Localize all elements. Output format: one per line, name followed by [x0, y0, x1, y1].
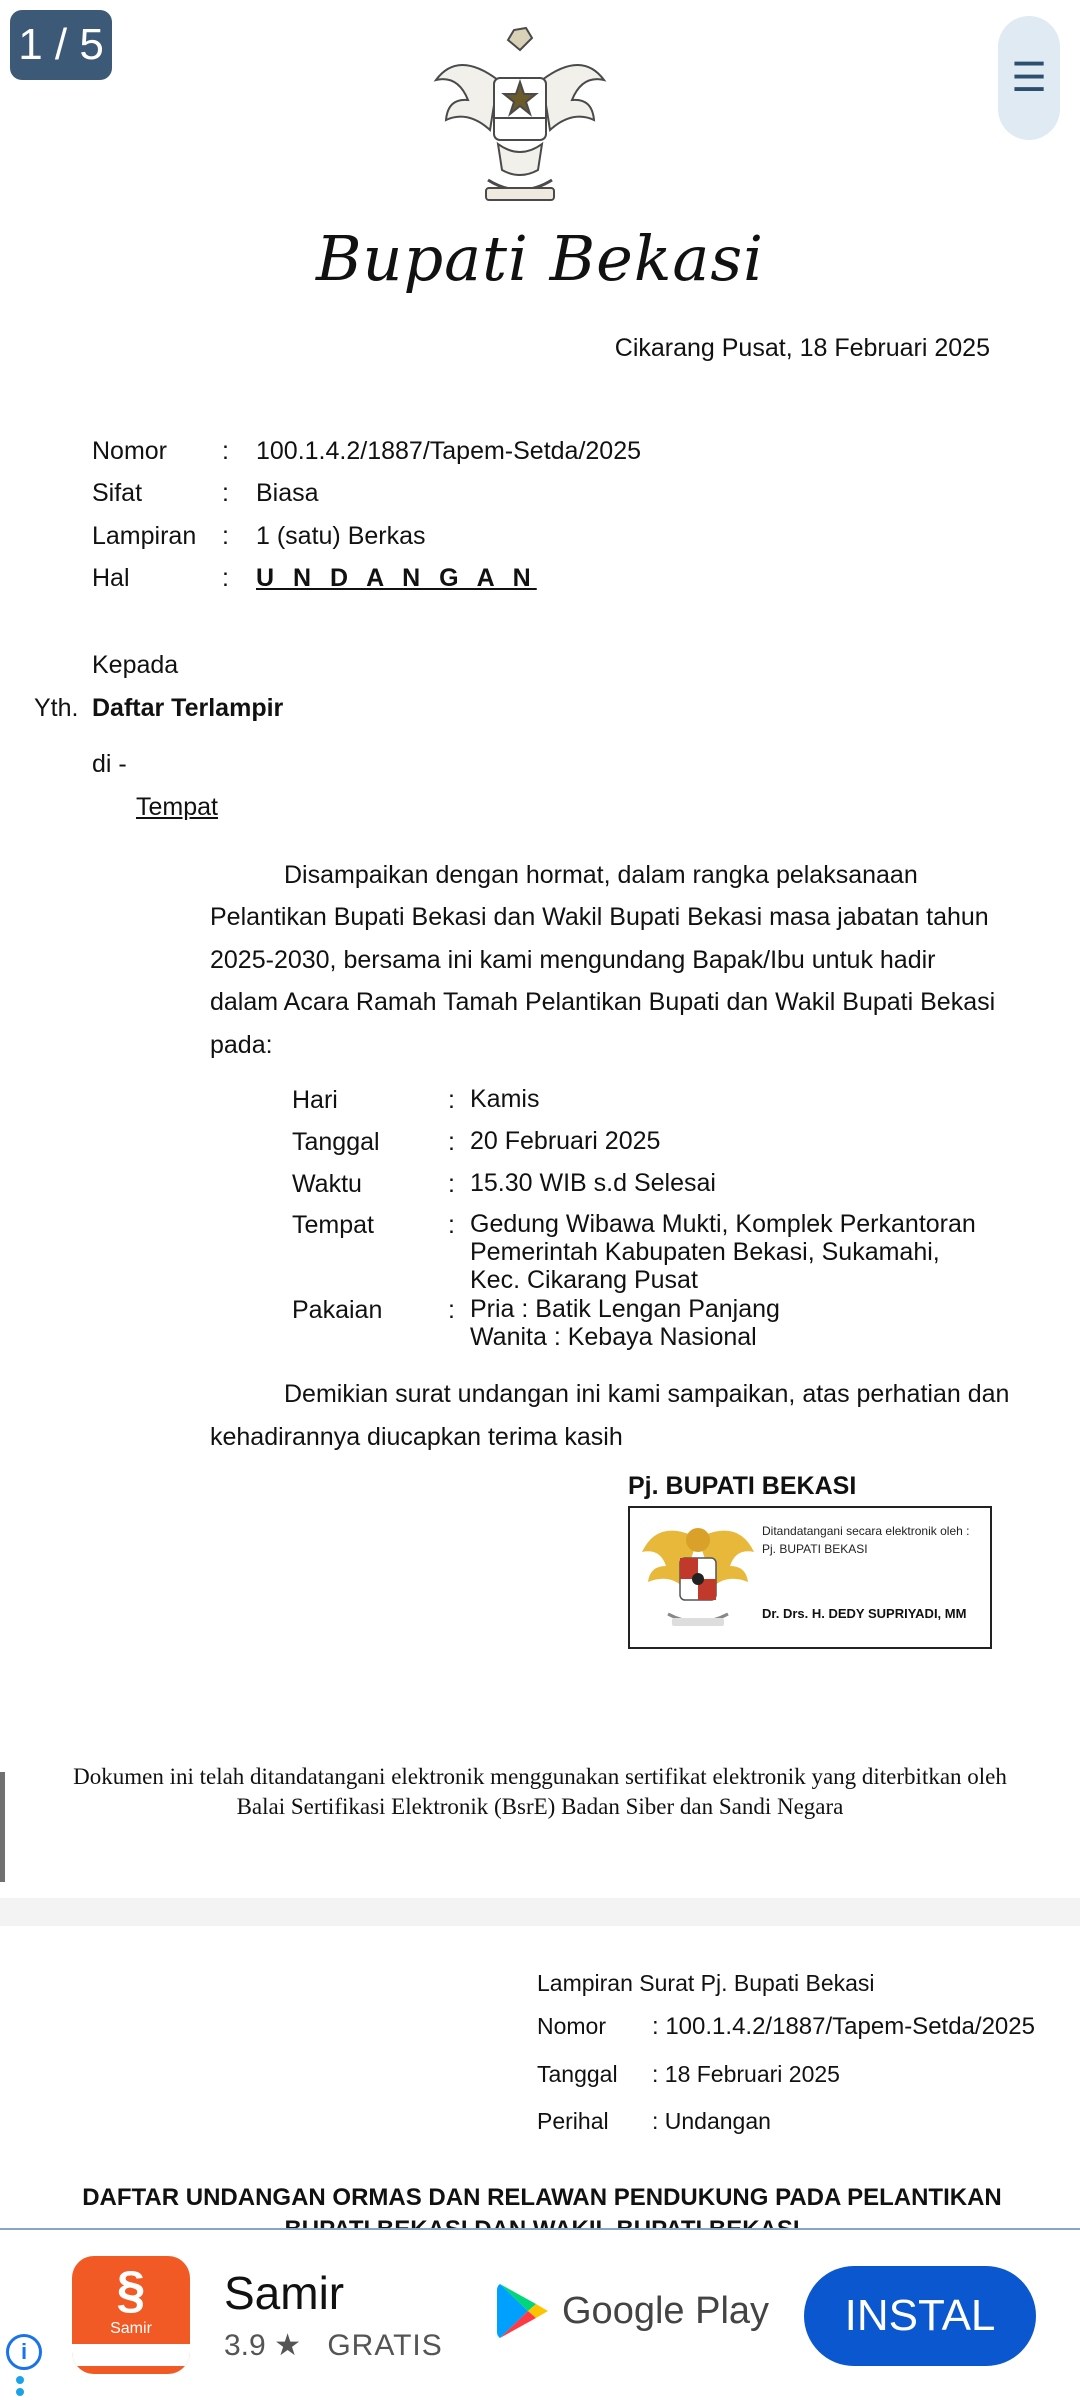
detail-colon: :	[448, 1296, 455, 1324]
detail-value: 20 Februari 2025	[470, 1127, 661, 1155]
detail-colon: :	[448, 1086, 455, 1114]
attachment-label: Tanggal	[537, 2061, 618, 2087]
app-icon-label: Samir	[110, 2320, 152, 2337]
google-play-icon	[496, 2282, 550, 2340]
attachment-label: Nomor	[537, 2013, 607, 2039]
footer-line: Dokumen ini telah ditandatangani elektronik menggunakan sertifikat elektronik yang diterbitkan oleh	[73, 1764, 1007, 1789]
store-name: Google Play	[562, 2289, 770, 2332]
body-line: 2025-2030, bersama ini kami mengundang Bapak/Ibu untuk hadir	[210, 946, 936, 974]
garuda-emblem-icon	[638, 1518, 758, 1636]
detail-value: Wanita : Kebaya Nasional	[470, 1323, 757, 1351]
google-play-badge[interactable]	[496, 2282, 769, 2340]
app-icon[interactable]	[72, 2256, 190, 2374]
garuda-emblem-icon	[428, 20, 612, 210]
recipient-yth: Yth.	[34, 694, 79, 722]
meta-label: Nomor	[92, 437, 168, 465]
footer-line: Balai Sertifikasi Elektronik (BsrE) Badan Siber dan Sandi Negara	[236, 1794, 844, 1819]
detail-colon: :	[448, 1211, 455, 1239]
meta-colon: :	[222, 522, 229, 550]
ad-banner[interactable]	[0, 2228, 1080, 2400]
body-line: pada:	[210, 1031, 273, 1059]
signer-name: Dr. Drs. H. DEDY SUPRIYADI, MM	[762, 1606, 967, 1621]
detail-value: Kec. Cikarang Pusat	[470, 1266, 698, 1294]
rating-value: 3.9	[224, 2329, 266, 2362]
attachment-heading: Lampiran Surat Pj. Bupati Bekasi	[537, 1970, 875, 1996]
recipient-name: Daftar Terlampir	[92, 694, 284, 722]
attachment-title-line: DAFTAR UNDANGAN ORMAS DAN RELAWAN PENDUKUNG PADA PELANTIKAN	[82, 2184, 1002, 2211]
recipient-di: di -	[92, 750, 127, 778]
meta-colon: :	[222, 479, 229, 507]
letterhead-title: Bupati Bekasi	[315, 222, 765, 295]
page-counter: 1 / 5	[10, 10, 112, 80]
star-icon: ★	[274, 2329, 301, 2362]
attachment-value: : Undangan	[652, 2108, 771, 2134]
signature-note: Ditandatangani secara elektronik oleh :	[762, 1524, 970, 1538]
install-button[interactable]: INSTAL	[804, 2266, 1036, 2366]
meta-value: 100.1.4.2/1887/Tapem-Setda/2025	[256, 437, 642, 465]
ad-options-icon[interactable]	[16, 2376, 26, 2400]
detail-value: Kamis	[470, 1085, 540, 1113]
signature-signer-title: Pj. BUPATI BEKASI	[762, 1542, 868, 1556]
detail-value: Gedung Wibawa Mukti, Komplek Perkantoran	[470, 1210, 976, 1238]
detail-colon: :	[448, 1170, 455, 1198]
meta-label: Sifat	[92, 479, 143, 507]
attachment-value: : 18 Februari 2025	[652, 2061, 840, 2087]
attachment-value: : 100.1.4.2/1887/Tapem-Setda/2025	[652, 2013, 1035, 2040]
detail-value: Pria : Batik Lengan Panjang	[470, 1295, 780, 1323]
ad-info-icon[interactable]: i	[6, 2334, 42, 2370]
signature-title: Pj. BUPATI BEKASI	[628, 1472, 857, 1500]
page-separator	[0, 1898, 1080, 1926]
recipient-tempat: Tempat	[136, 793, 218, 821]
detail-value: Pemerintah Kabupaten Bekasi, Sukamahi,	[470, 1238, 940, 1266]
meta-value: Biasa	[256, 479, 319, 507]
app-rating	[224, 2328, 443, 2363]
samir-logo-icon: §	[116, 2261, 146, 2319]
meta-label: Lampiran	[92, 522, 197, 550]
subject-value: U N D A N G A N	[256, 564, 537, 592]
detail-label: Pakaian	[292, 1296, 383, 1324]
body-line: Pelantikan Bupati Bekasi dan Wakil Bupati Bekasi masa jabatan tahun	[210, 903, 989, 931]
detail-colon: :	[448, 1128, 455, 1156]
electronic-signature-box	[628, 1506, 992, 1649]
body-line: dalam Acara Ramah Tamah Pelantikan Bupati dan Wakil Bupati Bekasi	[210, 988, 996, 1016]
app-icon-footer	[72, 2344, 190, 2366]
recipient-kepada: Kepada	[92, 651, 179, 679]
detail-value: 15.30 WIB s.d Selesai	[470, 1169, 716, 1197]
place-date: Cikarang Pusat, 18 Februari 2025	[614, 334, 990, 362]
meta-label: Hal	[92, 564, 130, 592]
detail-label: Waktu	[292, 1170, 362, 1198]
detail-label: Tempat	[292, 1211, 374, 1239]
attachment-label: Perihal	[537, 2108, 609, 2134]
closing-line: Demikian surat undangan ini kami sampaikan, atas perhatian dan	[284, 1380, 1010, 1408]
detail-label: Tanggal	[292, 1128, 380, 1156]
body-line: Disampaikan dengan hormat, dalam rangka pelaksanaan	[284, 861, 918, 889]
meta-colon: :	[222, 437, 229, 465]
meta-colon: :	[222, 564, 229, 592]
menu-button[interactable]	[998, 16, 1060, 140]
closing-line: kehadirannya diucapkan terima kasih	[210, 1423, 623, 1451]
meta-value: 1 (satu) Berkas	[256, 522, 426, 550]
app-name[interactable]: Samir	[224, 2267, 345, 2319]
detail-label: Hari	[292, 1086, 338, 1114]
esign-footer	[0, 1762, 1080, 1822]
price-label: GRATIS	[327, 2329, 443, 2362]
hamburger-icon: ☰	[1011, 56, 1047, 100]
